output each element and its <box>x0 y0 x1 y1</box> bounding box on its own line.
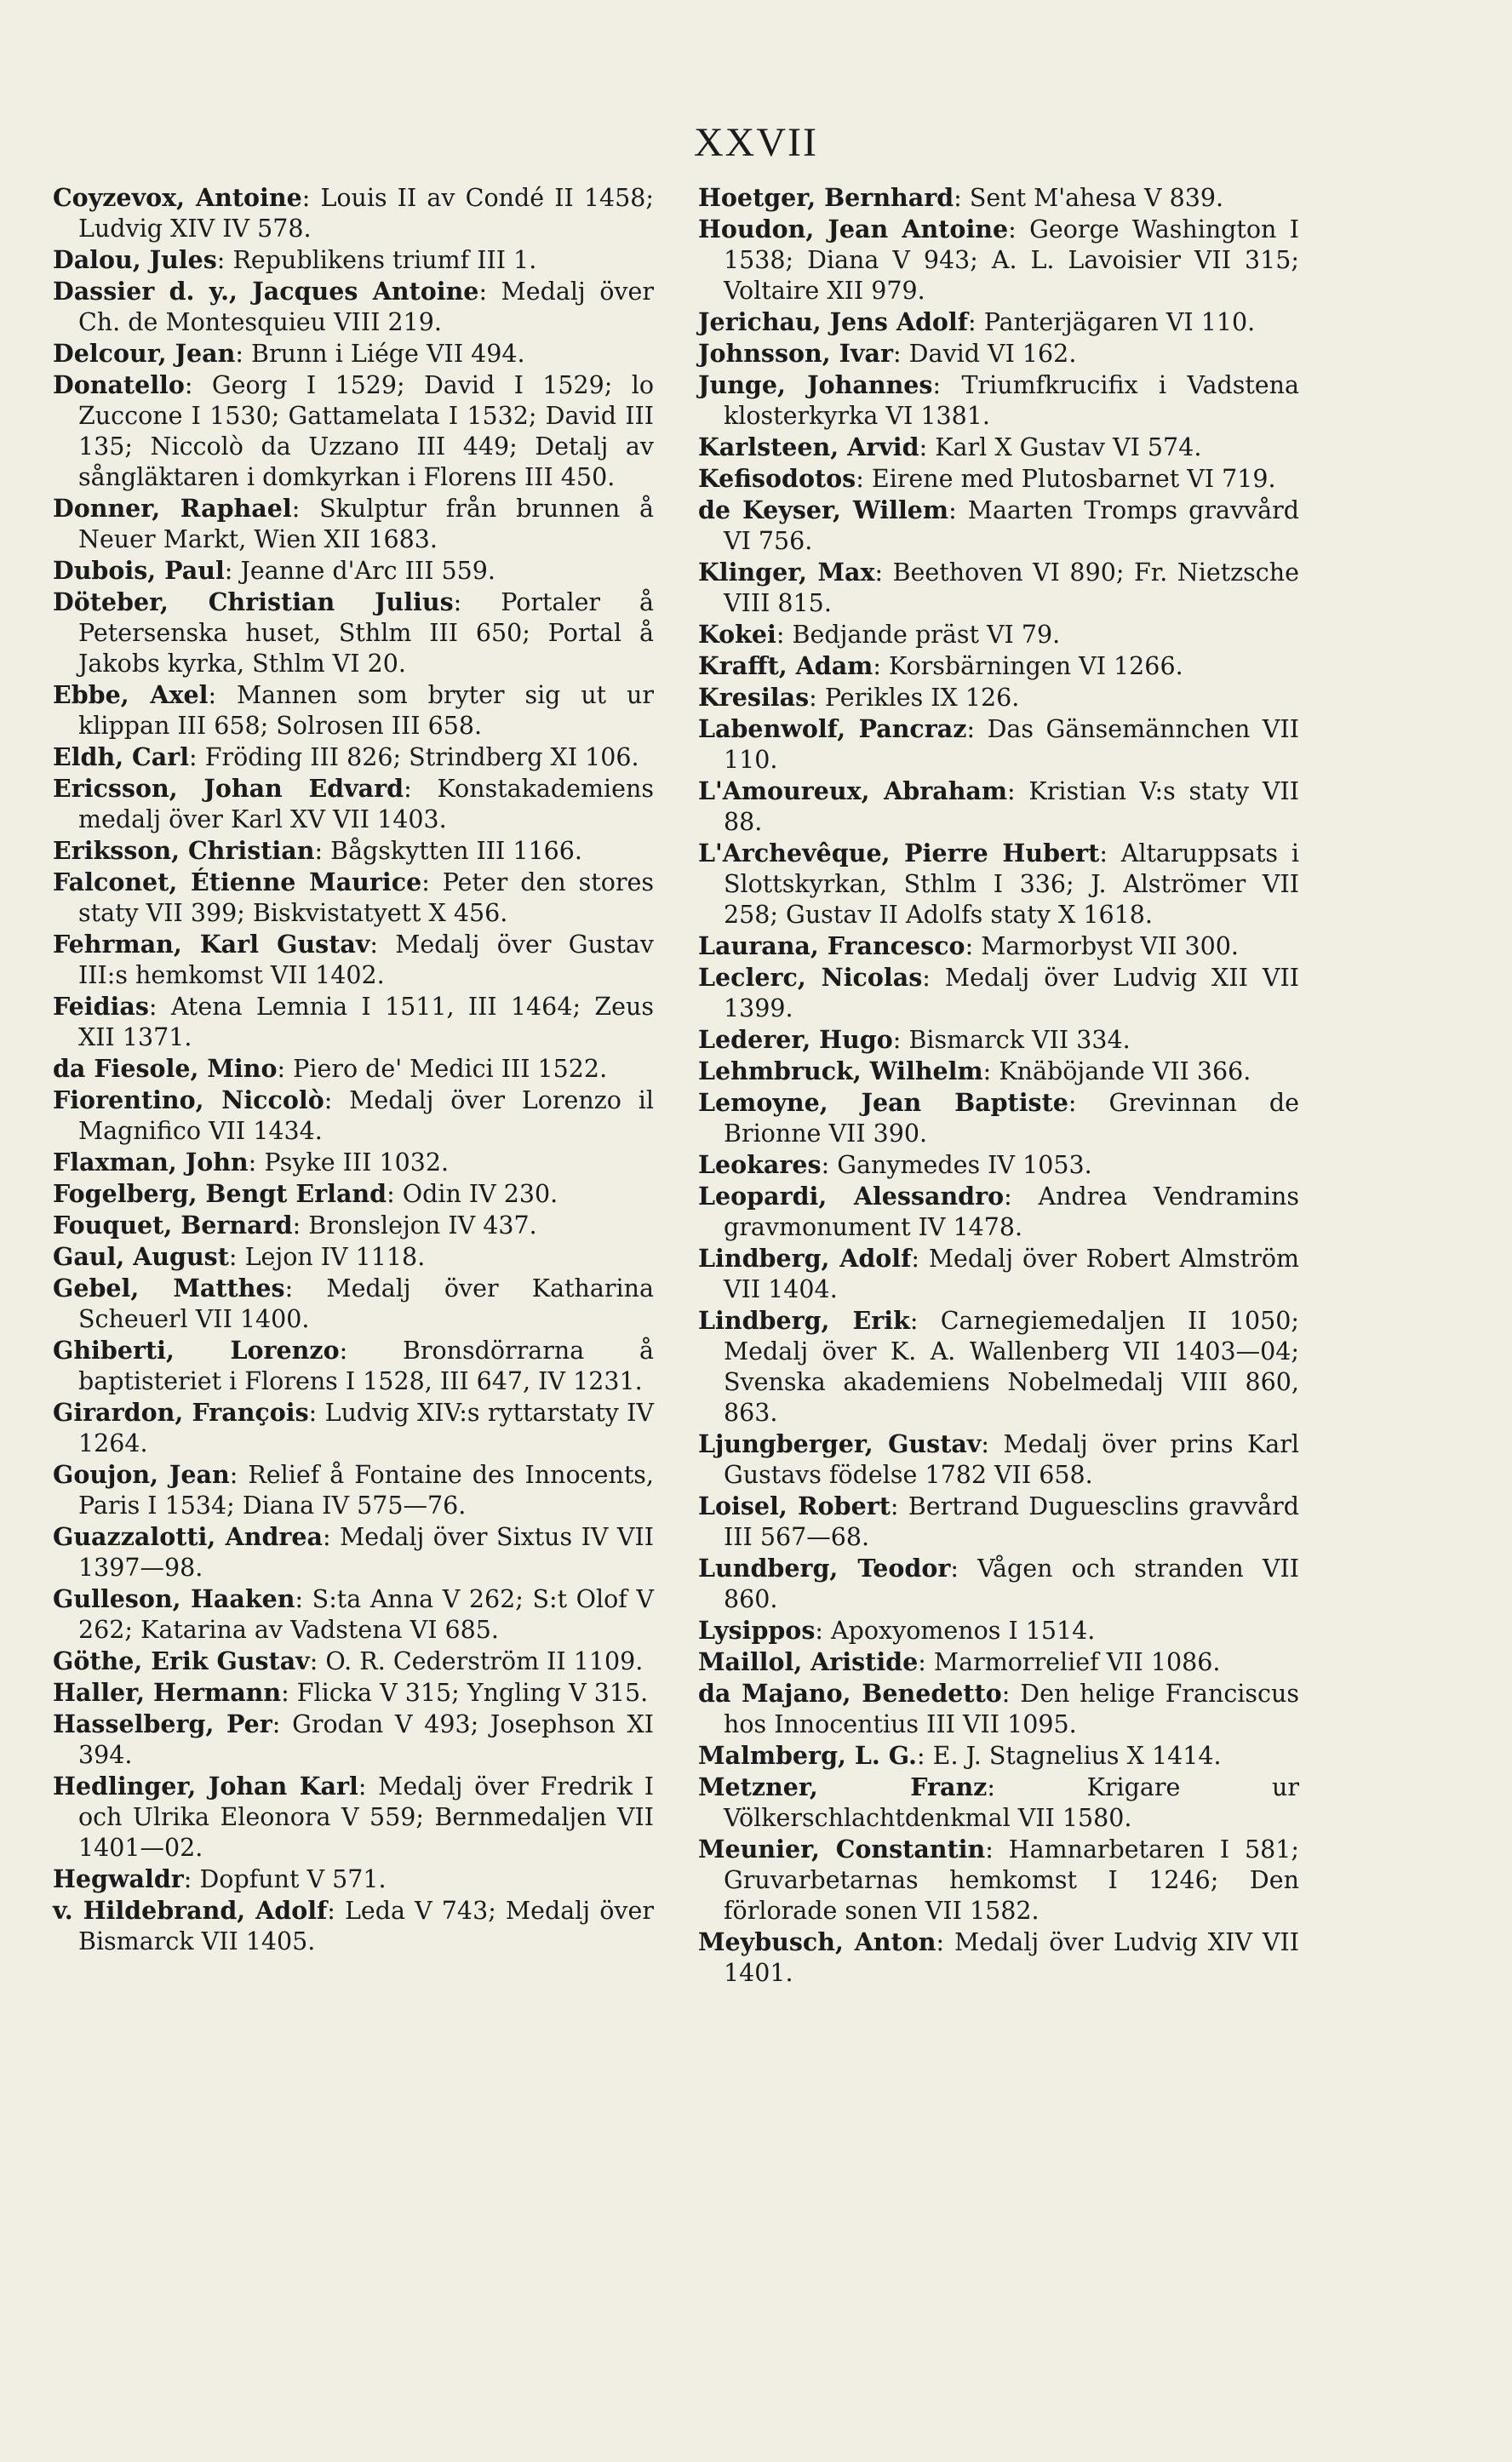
index-entry: Ljungberger, Gustav: Medalj över prins Karl Gustavs födelse 1782 VII 658. <box>698 1429 1299 1489</box>
artwork-references: Perikles IX 126. <box>824 684 1020 712</box>
index-entry: Haller, Hermann: Flicka V 315; Yngling V 315. <box>53 1678 649 1707</box>
artist-name: Lemoyne, Jean Baptiste <box>698 1088 1068 1117</box>
artist-name: Hedlinger, Johan Karl <box>53 1772 358 1801</box>
artwork-references: Bertrand Duguesclins gravvård III 567—68. <box>724 1492 1299 1551</box>
index-entry: Guazzalotti, Andrea: Medalj över Sixtus IV VII 1397—98. <box>53 1522 654 1582</box>
artist-name: Houdon, Jean Antoine <box>698 215 1009 243</box>
artwork-references: Medalj över Ch. de Montesquieu VIII 219. <box>78 278 654 336</box>
artwork-references: Dopfunt V 571. <box>199 1865 387 1893</box>
artwork-references: Bronsdörrarna å baptisteriet i Florens I 1528, III 647, IV 1231. <box>78 1337 654 1395</box>
artwork-references: O. R. Cederström II 1109. <box>325 1647 644 1675</box>
index-entry: Feidias: Atena Lemnia I 1511, III 1464; Zeus XII 1371. <box>53 992 654 1051</box>
artist-name: Fogelberg, Bengt Erland <box>53 1179 387 1208</box>
artwork-references: Piero de' Medici III 1522. <box>293 1055 608 1083</box>
index-entry: Fouquet, Bernard: Bronslejon IV 437. <box>53 1211 537 1240</box>
artist-name: Lindberg, Adolf <box>698 1244 912 1273</box>
index-entry: Karlsteen, Arvid: Karl X Gustav VI 574. <box>698 432 1202 461</box>
artwork-references: Flicka V 315; Yngling V 315. <box>296 1679 649 1707</box>
artist-name: Lehmbruck, Wilhelm <box>698 1056 983 1085</box>
artwork-references: Marmorrelief VII 1086. <box>933 1648 1221 1676</box>
index-entry: Labenwolf, Pancraz: Das Gänsemännchen VII 110. <box>698 714 1299 774</box>
page-number: XXVII <box>694 120 818 165</box>
artwork-references: Jeanne d'Arc III 559. <box>240 557 495 585</box>
index-entry: Leopardi, Alessandro: Andrea Vendramins gravmonument IV 1478. <box>698 1182 1299 1241</box>
artist-name: Leokares <box>698 1150 822 1179</box>
artist-name: Ghiberti, Lorenzo <box>53 1336 340 1365</box>
index-entry: Kokei: Bedjande präst VI 79. <box>698 620 1061 649</box>
index-entry: Lysippos: Apoxyomenos I 1514. <box>698 1616 1096 1645</box>
artist-name: Eldh, Carl <box>53 742 190 771</box>
artwork-references: Medalj över Ludvig XIV VII 1401. <box>724 1928 1299 1987</box>
artwork-references: George Washington I 1538; Diana V 943; A. L. Lavoisier VII 315; Voltaire XII 979. <box>724 215 1299 305</box>
artist-name: Lundberg, Teodor <box>698 1554 951 1583</box>
artist-name: Lindberg, Erik <box>698 1306 910 1335</box>
artwork-references: Konstakademiens medalj över Karl XV VII 1403. <box>78 775 654 833</box>
artist-name: Leclerc, Nicolas <box>698 963 923 992</box>
index-entry: Ghiberti, Lorenzo: Bronsdörrarna å baptisteriet i Florens I 1528, III 647, IV 1231. <box>53 1336 654 1395</box>
index-entry: Flaxman, John: Psyke III 1032. <box>53 1148 450 1177</box>
artwork-references: Bismarck VII 334. <box>908 1026 1131 1054</box>
index-entry: Fogelberg, Bengt Erland: Odin IV 230. <box>53 1179 558 1208</box>
artwork-references: Bronslejon IV 437. <box>308 1211 537 1240</box>
artist-name: v. Hildebrand, Adolf <box>53 1896 328 1925</box>
artwork-references: Beethoven VI 890; Fr. Nietzsche VIII 815. <box>724 558 1299 617</box>
index-entry: Kresilas: Perikles IX 126. <box>698 683 1020 712</box>
artist-name: de Keyser, Willem <box>698 495 949 524</box>
artwork-references: Bågskytten III 1166. <box>330 837 582 865</box>
artwork-references: Das Gänsemännchen VII 110. <box>724 715 1299 774</box>
index-entry: L'Amoureux, Abraham: Kristian V:s staty VII 88. <box>698 776 1299 836</box>
artwork-references: Relief å Fontaine des Innocents, Paris I 1534; Diana IV 575—76. <box>78 1461 654 1520</box>
index-entry: Lehmbruck, Wilhelm: Knäböjande VII 366. <box>698 1056 1251 1085</box>
artwork-references: Peter den stores staty VII 399; Biskvistatyett X 456. <box>78 868 654 927</box>
artist-name: Haller, Hermann <box>53 1678 282 1707</box>
artist-name: Hoetger, Bernhard <box>698 183 954 212</box>
artist-name: Lysippos <box>698 1616 816 1645</box>
artwork-references: Karl X Gustav VI 574. <box>935 433 1202 461</box>
artwork-references: Eirene med Plutosbarnet VI 719. <box>871 465 1276 493</box>
artist-name: Fehrman, Karl Gustav <box>53 930 370 959</box>
index-entry: Jerichau, Jens Adolf: Panterjägaren VI 110. <box>698 307 1256 336</box>
artwork-references: Altaruppsats i Slottskyrkan, Sthlm I 336; J. Alströmer VII 258; Gustav II Adolfs staty X 1618. <box>724 839 1299 929</box>
index-entry: Lederer, Hugo: Bismarck VII 334. <box>698 1025 1131 1054</box>
artwork-references: Louis II av Condé II 1458; Ludvig XIV IV 578. <box>78 184 654 243</box>
artist-name: Flaxman, John <box>53 1148 249 1177</box>
artwork-references: Knäböjande VII 366. <box>999 1057 1251 1085</box>
artwork-references: Korsbärningen VI 1266. <box>889 652 1183 680</box>
index-entry: Goujon, Jean: Relief å Fontaine des Innocents, Paris I 1534; Diana IV 575—76. <box>53 1460 654 1520</box>
artwork-references: Medalj över Katharina Scheuerl VII 1400. <box>78 1274 654 1333</box>
artwork-references: Leda V 743; Medalj över Bismarck VII 1405. <box>78 1897 654 1955</box>
artwork-references: Apoxyomenos I 1514. <box>831 1617 1096 1645</box>
index-entry: da Fiesole, Mino: Piero de' Medici III 1522. <box>53 1054 608 1083</box>
artist-name: Dassier d. y., Jacques Antoine <box>53 277 479 306</box>
index-entry: Ericsson, Johan Edvard: Konstakademiens medalj över Karl XV VII 1403. <box>53 774 654 833</box>
artwork-references: Krigare ur Völkerschlachtdenkmal VII 1580. <box>724 1773 1299 1832</box>
artist-name: Kefisodotos <box>698 464 856 493</box>
artwork-references: Grevinnan de Brionne VII 390. <box>724 1089 1300 1148</box>
artwork-references: Mannen som bryter sig ut ur klippan III 658; Solrosen III 658. <box>78 681 654 740</box>
artist-name: Donatello <box>53 370 185 399</box>
index-entry: Eriksson, Christian: Bågskytten III 1166. <box>53 836 582 865</box>
artwork-references: Medalj över Ludvig XII VII 1399. <box>724 964 1299 1022</box>
artist-name: Döteber, Christian Julius <box>53 587 454 616</box>
index-entry: Girardon, François: Ludvig XIV:s ryttarstaty IV 1264. <box>53 1398 654 1457</box>
artwork-references: Den helige Franciscus hos Innocentius III VII 1095. <box>724 1680 1299 1738</box>
index-entry: v. Hildebrand, Adolf: Leda V 743; Medalj över Bismarck VII 1405. <box>53 1896 654 1955</box>
artist-name: Donner, Raphael <box>53 494 292 523</box>
artist-name: Hegwaldr <box>53 1864 184 1893</box>
artist-name: Gaul, August <box>53 1242 229 1271</box>
artwork-references: Brunn i Liége VII 494. <box>251 340 525 368</box>
artist-name: Girardon, François <box>53 1398 309 1427</box>
index-entry: Fiorentino, Niccolò: Medalj över Lorenzo il Magnifico VII 1434. <box>53 1085 655 1145</box>
artwork-references: Carnegiemedaljen II 1050; Medalj över K. A. Wallenberg VII 1403—04; Svenska akademiens Nobelmedalj VIII 860, 863. <box>724 1307 1299 1427</box>
index-entry: Metzner, Franz: Krigare ur Völkerschlachtdenkmal VII 1580. <box>698 1772 1299 1832</box>
artwork-references: Ludvig XIV:s ryttarstaty IV 1264. <box>78 1399 654 1457</box>
artwork-references: Medalj över Sixtus IV VII 1397—98. <box>78 1523 654 1582</box>
artist-name: Eriksson, Christian <box>53 836 315 865</box>
artwork-references: Medalj över Robert Almström VII 1404. <box>724 1245 1299 1303</box>
index-entry: Eldh, Carl: Fröding III 826; Strindberg XI 106. <box>53 742 639 771</box>
index-entry: Laurana, Francesco: Marmorbyst VII 300. <box>698 931 1239 960</box>
artist-name: Fiorentino, Niccolò <box>53 1085 324 1114</box>
artist-name: Dalou, Jules <box>53 245 217 274</box>
artwork-references: Georg I 1529; David I 1529; lo Zuccone I 1530; Gattamelata I 1532; David III 135; Niccolò da Uzzano III 449; Detalj av sångläktaren i domkyrkan i Florens III 450. <box>78 371 654 491</box>
index-entry: Houdon, Jean Antoine: George Washington I 1538; Diana V 943; A. L. Lavoisier VII 315; Voltaire XII 979. <box>698 215 1299 305</box>
index-entry: Loisel, Robert: Bertrand Duguesclins gravvård III 567—68. <box>698 1492 1299 1551</box>
artist-name: Feidias <box>53 992 149 1021</box>
index-entry: Lundberg, Teodor: Vågen och stranden VII 860. <box>698 1554 1299 1613</box>
artist-name: Guazzalotti, Andrea <box>53 1522 323 1551</box>
artist-name: da Majano, Benedetto <box>698 1679 1002 1708</box>
index-entry: da Majano, Benedetto: Den helige Franciscus hos Innocentius III VII 1095. <box>698 1679 1299 1738</box>
artist-name: Hasselberg, Per <box>53 1709 272 1738</box>
artist-name: Falconet, Étienne Maurice <box>53 867 422 896</box>
artwork-references: Republikens triumf III 1. <box>232 246 537 274</box>
artist-name: Klinger, Max <box>698 558 875 587</box>
index-entry: Kefisodotos: Eirene med Plutosbarnet VI 719. <box>698 464 1276 493</box>
artist-name: Goujon, Jean <box>53 1460 230 1489</box>
artist-name: L'Archevêque, Pierre Hubert <box>698 839 1100 867</box>
index-entry: Delcour, Jean: Brunn i Liége VII 494. <box>53 339 525 368</box>
artwork-references: Grodan V 493; Josephson XI 394. <box>78 1710 654 1769</box>
artist-name: Laurana, Francesco <box>698 931 965 960</box>
index-column-right <box>698 182 1299 1989</box>
artwork-references: S:ta Anna V 262; S:t Olof V 262; Katarina av Vadstena VI 685. <box>78 1585 654 1644</box>
artwork-references: David VI 162. <box>908 340 1077 368</box>
artwork-references: Maarten Tromps gravvård VI 756. <box>724 496 1299 555</box>
index-entry: Hoetger, Bernhard: Sent M'ahesa V 839. <box>698 183 1224 212</box>
artist-name: Ebbe, Axel <box>53 680 209 709</box>
index-entry: Leclerc, Nicolas: Medalj över Ludvig XII VII 1399. <box>698 963 1299 1022</box>
artist-name: Kresilas <box>698 683 810 712</box>
artist-name: Krafft, Adam <box>698 651 873 680</box>
index-entry: Donatello: Georg I 1529; David I 1529; lo Zuccone I 1530; Gattamelata I 1532; David III 135; Niccolò da Uzzano III 449; Detalj av sångläktaren i domkyrkan i Florens III 450. <box>53 370 654 491</box>
index-entry: L'Archevêque, Pierre Hubert: Altaruppsats i Slottskyrkan, Sthlm I 336; J. Alströmer VII 258; Gustav II Adolfs staty X 1618. <box>698 839 1299 929</box>
artist-name: Delcour, Jean <box>53 339 236 368</box>
index-entry: Maillol, Aristide: Marmorrelief VII 1086. <box>698 1647 1221 1676</box>
index-entry: Coyzevox, Antoine: Louis II av Condé II 1458; Ludvig XIV IV 578. <box>53 183 654 243</box>
index-entry: Lindberg, Erik: Carnegiemedaljen II 1050; Medalj över K. A. Wallenberg VII 1403—04; Svenska akademiens Nobelmedalj VIII 860, 863. <box>698 1306 1299 1427</box>
artist-name: Ericsson, Johan Edvard <box>53 774 404 803</box>
artwork-references: Medalj över Gustav III:s hemkomst VII 1402. <box>78 930 654 989</box>
artist-name: Gulleson, Haaken <box>53 1584 295 1613</box>
artist-name: da Fiesole, Mino <box>53 1054 278 1083</box>
artist-name: Lederer, Hugo <box>698 1025 893 1054</box>
artist-name: Meybusch, Anton <box>698 1927 936 1956</box>
index-entry: Göthe, Erik Gustav: O. R. Cederström II 1109. <box>53 1646 644 1675</box>
artwork-references: Psyke III 1032. <box>264 1148 450 1177</box>
artist-name: Ljungberger, Gustav <box>698 1429 982 1458</box>
index-entry: Leokares: Ganymedes IV 1053. <box>698 1150 1092 1179</box>
artist-name: Meunier, Constantin <box>698 1835 986 1864</box>
index-entry: Lindberg, Adolf: Medalj över Robert Almström VII 1404. <box>698 1244 1299 1303</box>
index-entry: Dassier d. y., Jacques Antoine: Medalj över Ch. de Montesquieu VIII 219. <box>53 277 654 336</box>
index-entry: Dalou, Jules: Republikens triumf III 1. <box>53 245 537 274</box>
artist-name: Maillol, Aristide <box>698 1647 919 1676</box>
index-entry: Hegwaldr: Dopfunt V 571. <box>53 1864 387 1893</box>
index-entry: Meybusch, Anton: Medalj över Ludvig XIV VII 1401. <box>698 1927 1299 1987</box>
artwork-references: Medalj över Lorenzo il Magnifico VII 1434. <box>78 1086 655 1145</box>
artist-name: Metzner, Franz <box>698 1772 988 1801</box>
index-entry: Meunier, Constantin: Hamnarbetaren I 581; Gruvarbetarnas hemkomst I 1246; Den förlorade sonen VII 1582. <box>698 1835 1299 1925</box>
artwork-references: Atena Lemnia I 1511, III 1464; Zeus XII 1371. <box>78 993 654 1051</box>
artist-name: Coyzevox, Antoine <box>53 183 302 212</box>
artwork-references: Vågen och stranden VII 860. <box>724 1554 1299 1613</box>
index-column-left <box>53 182 654 1957</box>
index-entry: Gebel, Matthes: Medalj över Katharina Scheuerl VII 1400. <box>53 1274 654 1333</box>
artist-name: Malmberg, L. G. <box>698 1741 917 1770</box>
artist-name: Labenwolf, Pancraz <box>698 714 967 743</box>
index-entry: Krafft, Adam: Korsbärningen VI 1266. <box>698 651 1183 680</box>
artist-name: Gebel, Matthes <box>53 1274 285 1303</box>
index-entry: Fehrman, Karl Gustav: Medalj över Gustav III:s hemkomst VII 1402. <box>53 930 654 989</box>
artwork-references: Marmorbyst VII 300. <box>981 932 1239 960</box>
artist-name: L'Amoureux, Abraham <box>698 776 1008 805</box>
artwork-references: Portaler å Petersenska huset, Sthlm III 650; Portal å Jakobs kyrka, Sthlm VI 20. <box>78 588 654 678</box>
index-entry: Ebbe, Axel: Mannen som bryter sig ut ur klippan III 658; Solrosen III 658. <box>53 680 654 740</box>
artist-name: Fouquet, Bernard <box>53 1211 293 1240</box>
index-entry: de Keyser, Willem: Maarten Tromps gravvård VI 756. <box>698 495 1299 555</box>
index-entry: Lemoyne, Jean Baptiste: Grevinnan de Brionne VII 390. <box>698 1088 1300 1148</box>
artist-name: Karlsteen, Arvid <box>698 432 919 461</box>
artist-name: Kokei <box>698 620 776 649</box>
artist-name: Junge, Johannes <box>698 370 933 399</box>
artwork-references: Triumfkrucifix i Vadstena klosterkyrka VI 1381. <box>724 371 1299 430</box>
index-entry: Johnsson, Ivar: David VI 162. <box>698 339 1077 368</box>
artwork-references: Lejon IV 1118. <box>244 1243 426 1271</box>
index-entry: Junge, Johannes: Triumfkrucifix i Vadstena klosterkyrka VI 1381. <box>698 370 1299 430</box>
artist-name: Göthe, Erik Gustav <box>53 1646 310 1675</box>
index-entry: Döteber, Christian Julius: Portaler å Petersenska huset, Sthlm III 650; Portal å Jakobs kyrka, Sthlm VI 20. <box>53 587 654 678</box>
index-entry: Dubois, Paul: Jeanne d'Arc III 559. <box>53 556 495 585</box>
artwork-references: Kristian V:s staty VII 88. <box>724 777 1299 836</box>
artist-name: Leopardi, Alessandro <box>698 1182 1005 1211</box>
index-entry: Donner, Raphael: Skulptur från brunnen å Neuer Markt, Wien XII 1683. <box>53 494 654 553</box>
index-entry: Gaul, August: Lejon IV 1118. <box>53 1242 426 1271</box>
index-entry: Hasselberg, Per: Grodan V 493; Josephson XI 394. <box>53 1709 654 1769</box>
artwork-references: Sent M'ahesa V 839. <box>969 184 1224 212</box>
artwork-references: Andrea Vendramins gravmonument IV 1478. <box>724 1182 1299 1241</box>
artwork-references: Bedjande präst VI 79. <box>792 621 1061 649</box>
artist-name: Johnsson, Ivar <box>698 339 893 368</box>
artwork-references: Skulptur från brunnen å Neuer Markt, Wien XII 1683. <box>78 495 654 553</box>
artwork-references: Panterjägaren VI 110. <box>983 308 1256 336</box>
artwork-references: E. J. Stagnelius X 1414. <box>932 1742 1222 1770</box>
artwork-references: Odin IV 230. <box>402 1180 558 1208</box>
artwork-references: Medalj över Fredrik I och Ulrika Eleonora V 559; Bernmedaljen VII 1401—02. <box>78 1772 654 1862</box>
artist-name: Dubois, Paul <box>53 556 225 585</box>
artwork-references: Hamnarbetaren I 581; Gruvarbetarnas hemkomst I 1246; Den förlorade sonen VII 1582. <box>724 1835 1299 1925</box>
artwork-references: Medalj över prins Karl Gustavs födelse 1782 VII 658. <box>724 1430 1299 1489</box>
index-entry: Malmberg, L. G.: E. J. Stagnelius X 1414. <box>698 1741 1222 1770</box>
artwork-references: Ganymedes IV 1053. <box>837 1151 1092 1179</box>
index-entry: Klinger, Max: Beethoven VI 890; Fr. Nietzsche VIII 815. <box>698 558 1299 617</box>
index-entry: Gulleson, Haaken: S:ta Anna V 262; S:t Olof V 262; Katarina av Vadstena VI 685. <box>53 1584 654 1644</box>
index-entry: Falconet, Étienne Maurice: Peter den stores staty VII 399; Biskvistatyett X 456. <box>53 867 654 927</box>
artist-name: Jerichau, Jens Adolf <box>698 307 969 336</box>
artist-name: Loisel, Robert <box>698 1492 891 1520</box>
artwork-references: Fröding III 826; Strindberg XI 106. <box>204 743 639 771</box>
index-entry: Hedlinger, Johan Karl: Medalj över Fredrik I och Ulrika Eleonora V 559; Bernmedaljen VII 1401—02. <box>53 1772 654 1862</box>
